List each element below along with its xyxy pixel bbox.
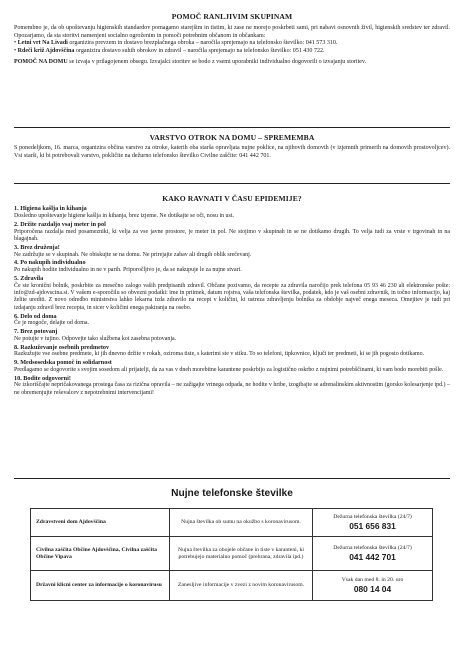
phones-table [30, 508, 433, 601]
item-text: Če je mogoče, delajte od doma. [14, 320, 90, 327]
divider [14, 127, 450, 128]
number-cell [313, 571, 433, 601]
home-help-label: POMOČ NA DOMU [14, 59, 68, 66]
phone-number[interactable]: 080 14 04 [353, 583, 392, 594]
section-title: KAKO RAVNATI V ČASU EPIDEMIJE? [162, 194, 302, 203]
item-heading: 3. Brez druženja! [14, 243, 60, 251]
table-row [31, 537, 433, 571]
item-text: Razkužujte vse osebne predmete, ki jih dnevno držite v rokah, oziroma tiste, s katerimi ste v stiku. To so telefoni, tipkovnice, ključi ter predmeti, ki se jih pogosto dotikamo. [14, 351, 425, 358]
item-heading: 4. Po nakupih individualno [14, 259, 86, 267]
number-cell [313, 509, 433, 537]
item-heading: 7. Brez potovanj [14, 328, 58, 336]
list-item [14, 344, 450, 359]
guidance-list [14, 205, 450, 397]
table-row [31, 571, 433, 601]
home-help-paragraph [14, 59, 450, 67]
item-text: Dosledno upoštevanje higiene kašlja in kihanja, brez izjeme. Ne dotikajte se oči, nosu in ust. [14, 213, 234, 220]
bullet-rdeci-kriz: • Rdeči križ Ajdovščina organizira dostavo suhih obrokov in zdravil – naročila sprejemajo na telefonsko številko: 051 430 722. [14, 47, 325, 54]
bullet-text: organizira prevzem in dostavo brezplačnega obroka – naročila sprejemajo na telefonsko številko: 041 573 310. [67, 40, 338, 47]
divider [14, 478, 450, 479]
description-cell: Nujna številka za obojele občane in tiste v karanteni, ki potrebujejo materialno pomoč (prehrana, zdravila ipd.) [170, 537, 313, 571]
item-text: Predlagamo se dogovorite s svojim sosedom ali prijatelji, da za vas v dneh morebitne karantene poskrbijo za logistično oskrbo z nujnimi potrebščinami, ki vam bodo morebiti pošle. [14, 366, 444, 373]
item-heading: 5. Zdravila [14, 274, 44, 282]
item-text: Priporočena razdalja med posamezniki, ki velja za vse javne prostore, je meter in pol. Ne stojimo v skupinah in se ne dotikamo drugih. To velja tudi za vrste v trgovinah in na blagajnah. [14, 228, 450, 242]
item-text: Ne zadržujte se v skupinah. Ne obiskujte se na domu. Ne prirejajte zabav ali drugih oblik srečevanj. [14, 251, 252, 258]
item-heading: 8. Razkuževanje osebnih predmetov [14, 343, 110, 351]
description-cell: Nujna številka ob sumu na okužbo s koronavirusom. [170, 509, 313, 537]
item-heading: 10. Bodite odgovorni! [14, 374, 71, 382]
phone-number[interactable]: 051 656 831 [349, 520, 396, 531]
bullet-name: Letni vrt Na Livadi [17, 40, 68, 47]
vulnerable-groups-section [14, 12, 450, 67]
childcare-section [14, 133, 450, 160]
item-text: Ne potujte v tujino. Odpovejte tako službena kot zasebna potovanja. [14, 335, 177, 342]
list-item [14, 359, 450, 374]
list-item [14, 205, 450, 220]
item-text: Po nakupih hodite individualno in ne v parih. Priporočljivo je, da se nakupuje le za nujne stvari. [14, 267, 242, 273]
bullet-name: Rdeči križ Ajdovščina [17, 47, 75, 54]
divider [14, 183, 450, 184]
list-item [14, 221, 450, 244]
number-note: Dežurna telefonska številka (24/7) [333, 545, 412, 552]
org-cell: Civilna zaščita Občine Ajdovščina, Civilna zaščita Občine Vipava [31, 537, 170, 571]
list-item [14, 313, 450, 328]
childcare-paragraph: S ponedeljkom, 16. marca, organizira občina varstvo za otroke, katerih oba starša opravljata nujne poklice, na njihovih domovih (v izjemnih primerih na domovih prostovoljcev). Vsi starši, ki bi potrebovali varstvo, pokličite na dežurno telefonsko številko Civilne zaščite: 041 442 701. [14, 145, 450, 159]
item-heading: 2. Držite razdaljo vsaj meter in pol [14, 220, 106, 228]
item-text: Ne izkoriščajte nepričakovanega prostega časa za rizična opravila – ne zažigajte vrtnega odpada, ne hodite v hribe, izogibajte se adrenalinskim aktivnostim (gorsko kolesarjenje ipd.) – ne obremenjujte reševalcev z nepotrebnimi intervencijami! [14, 382, 450, 396]
table-row [31, 509, 433, 537]
phones-title: Nujne telefonske številke [171, 488, 293, 499]
home-help-text: se izvaja v prilagojenem obsegu. Izvajalci storitev se bodo z vsemi uporabniki individualno dogovorili o izvajanju storitev. [67, 59, 367, 66]
number-note: Dežurna telefonska številka (24/7) [333, 514, 412, 521]
list-item [14, 244, 450, 259]
number-cell [313, 537, 433, 571]
section-title: POMOČ RANLJIVIM SKUPINAM [171, 12, 293, 21]
item-heading: 1. Higiena kašlja in kihanja [14, 205, 87, 213]
org-cell: Zdravstveni dom Ajdovščina [31, 509, 170, 537]
item-heading: 9. Medsosedska pomoč in solidarnost [14, 359, 112, 367]
intro-paragraph: Pomembno je, da ob upoštevanju higienskih standardov pomagamo starejšim in tistim, ki zase ne morejo poskrbeti sami, pri nabavi osnovnih živil, higienskih sredstev ter zdravil. Opozarjamo, da sta storitvi namenjeni socialno ogroženim in pomoči potrebnim občanom in občankam: [14, 25, 450, 39]
item-text: Če ste kronični bolnik, poskrbite za mesečno zalogo vaših predpisanih zdravil. Občane pozivamo, da recepte za zdravila naročijo prek telefona 05 93 46 230 ali elektronske pošte: info@zd-ajdovscina.si. V vašem e-sporočilu so obvezni podatki: ime in priimek, datum rojstva, vaša telefonska številka, podatek, kdo je vaš osebni zdravnik, in točno informacijo, kaj želite urediti. Z novo odredbo ministrstva lahko lekarna izda zdravilo na recept v količini, ki ustreza zdravljenju bolnika za obdobje največ enega meseca. Omejitev je tudi pri izdajanju zdravil brez recepta, in sicer v količini enega pakiranja na osebo. [14, 282, 450, 311]
list-item [14, 328, 450, 343]
phone-number[interactable]: 041 442 701 [349, 551, 396, 562]
item-heading: 6. Delo od doma [14, 312, 57, 320]
epidemic-guidance-section [14, 194, 450, 397]
bullet-text: organizira dostavo suhih obrokov in zdravil – naročila sprejemajo na telefonsko številko: 051 430 722. [74, 47, 325, 54]
list-item [14, 275, 450, 312]
list-item [14, 259, 450, 274]
description-cell: Zanesljive informacije v zvezi z novim koronavirusom. [170, 571, 313, 601]
section-title: VARSTVO OTROK NA DOMU – SPREMEMBA [149, 133, 315, 142]
org-cell: Državni klicni center za informacije o koronavirusu [31, 571, 170, 601]
number-note: Vsak dan med 8. in 20. uro [341, 577, 404, 584]
bullet-letni-vrt: • Letni vrt Na Livadi organizira prevzem in dostavo brezplačnega obroka – naročila sprejemajo na telefonsko številko: 041 573 310. [14, 40, 338, 47]
list-item [14, 375, 450, 398]
